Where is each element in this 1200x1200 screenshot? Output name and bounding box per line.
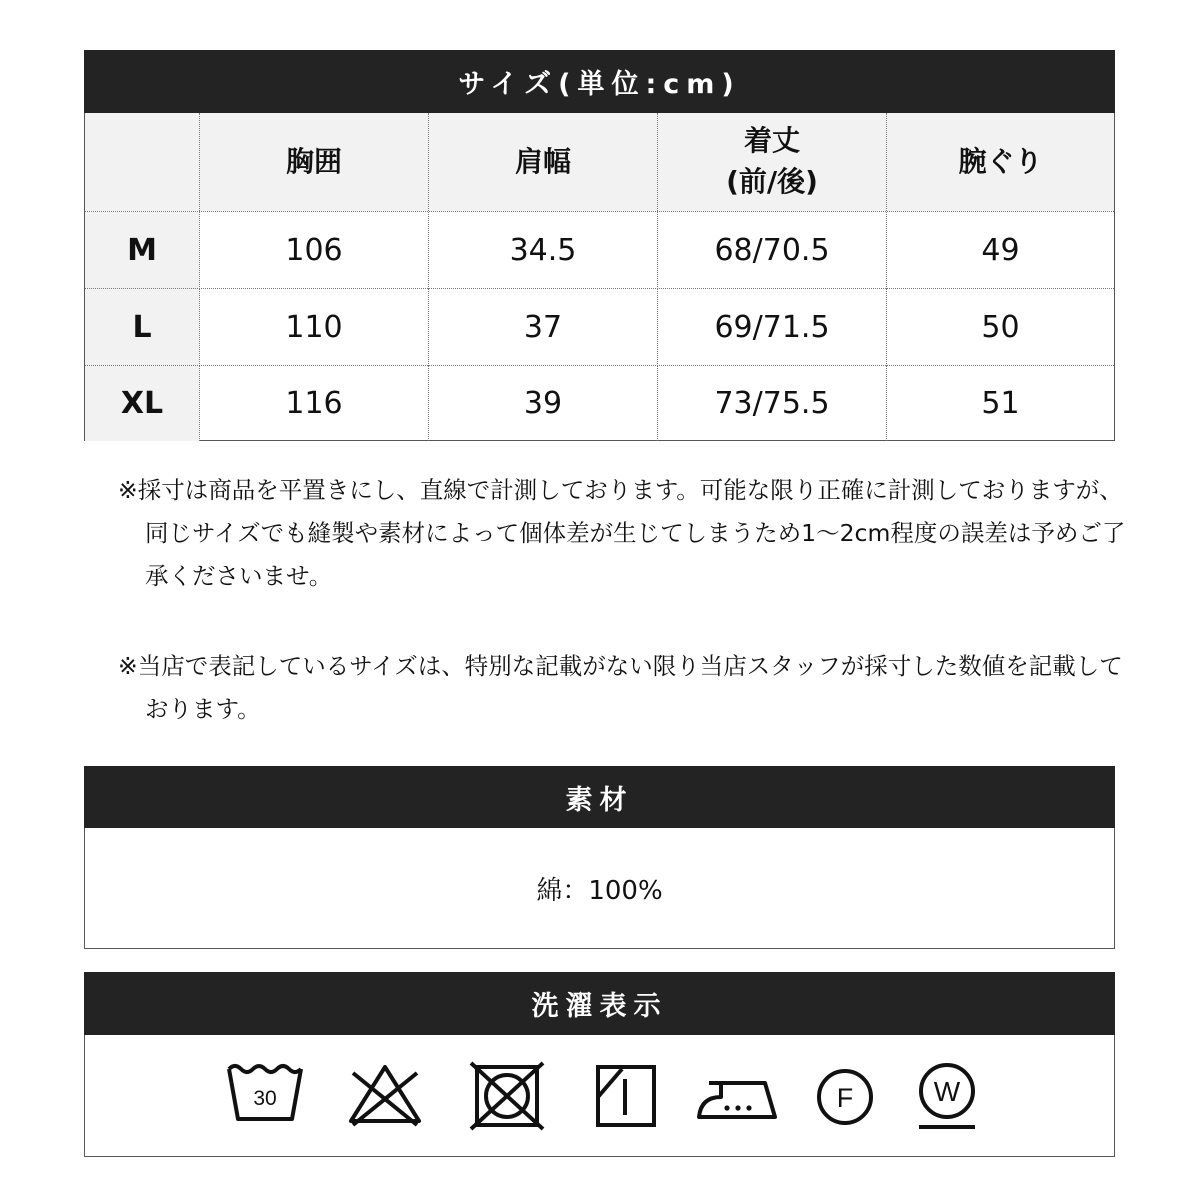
material-box <box>84 828 1115 949</box>
header-length-label: 着丈 <box>743 124 800 158</box>
header-cell-shoulder: 肩幅 <box>428 113 657 211</box>
table-cell: 34.5 <box>428 212 657 289</box>
care-section-title: 洗濯表示 <box>84 972 1115 1035</box>
size-source-note: ※当店で表記しているサイズは、特別な記載がない限り当店スタッフが採寸した数値を記載しております。 <box>118 652 1123 723</box>
table-row <box>85 365 1114 441</box>
wash-temp-label: 30 <box>253 1087 277 1110</box>
table-cell: 37 <box>428 289 657 366</box>
size-table <box>84 113 1115 441</box>
table-cell: 49 <box>886 212 1114 289</box>
wet-clean-label: W <box>933 1076 961 1107</box>
no-bleach-icon <box>345 1061 425 1131</box>
header-cell-size <box>85 113 199 211</box>
line-dry-shade-icon <box>588 1061 668 1131</box>
size-section-title: サイズ(単位:cm) <box>84 50 1115 113</box>
table-row <box>85 288 1114 366</box>
table-cell: 51 <box>886 366 1114 441</box>
no-tumble-dry-icon <box>467 1061 547 1131</box>
size-label: M <box>85 212 199 289</box>
header-cell-armhole: 腕ぐり <box>886 113 1114 211</box>
table-cell: 106 <box>199 212 428 289</box>
table-cell: 110 <box>199 289 428 366</box>
measurement-note: ※採寸は商品を平置きにし、直線で計測しております。可能な限り正確に計測しておりますが、同じサイズでも縫製や素材によって個体差が生じてしまうため1～2cm程度の誤差は予めご了承くださいませ。 <box>118 476 1126 590</box>
size-label: XL <box>85 366 199 441</box>
table-cell: 69/71.5 <box>657 289 886 366</box>
table-cell: 116 <box>199 366 428 441</box>
dry-clean-label: F <box>836 1083 854 1113</box>
dry-clean-f-icon <box>815 1061 875 1131</box>
material-section-title: 素材 <box>84 766 1115 828</box>
table-cell: 68/70.5 <box>657 212 886 289</box>
wet-clean-w-icon <box>915 1061 979 1133</box>
table-cell: 39 <box>428 366 657 441</box>
iron-low-temp-icon <box>695 1061 781 1131</box>
table-row <box>85 211 1114 289</box>
header-length-sub: (前/後) <box>726 165 818 198</box>
material-value: 綿：100% <box>536 875 663 906</box>
wash-tub-30-icon <box>225 1061 305 1131</box>
table-cell: 50 <box>886 289 1114 366</box>
header-cell-chest: 胸囲 <box>199 113 428 211</box>
table-cell: 73/75.5 <box>657 366 886 441</box>
header-cell-length <box>657 113 886 211</box>
size-table-header-row <box>85 113 1114 211</box>
size-label: L <box>85 289 199 366</box>
care-symbols-box <box>84 1035 1115 1157</box>
